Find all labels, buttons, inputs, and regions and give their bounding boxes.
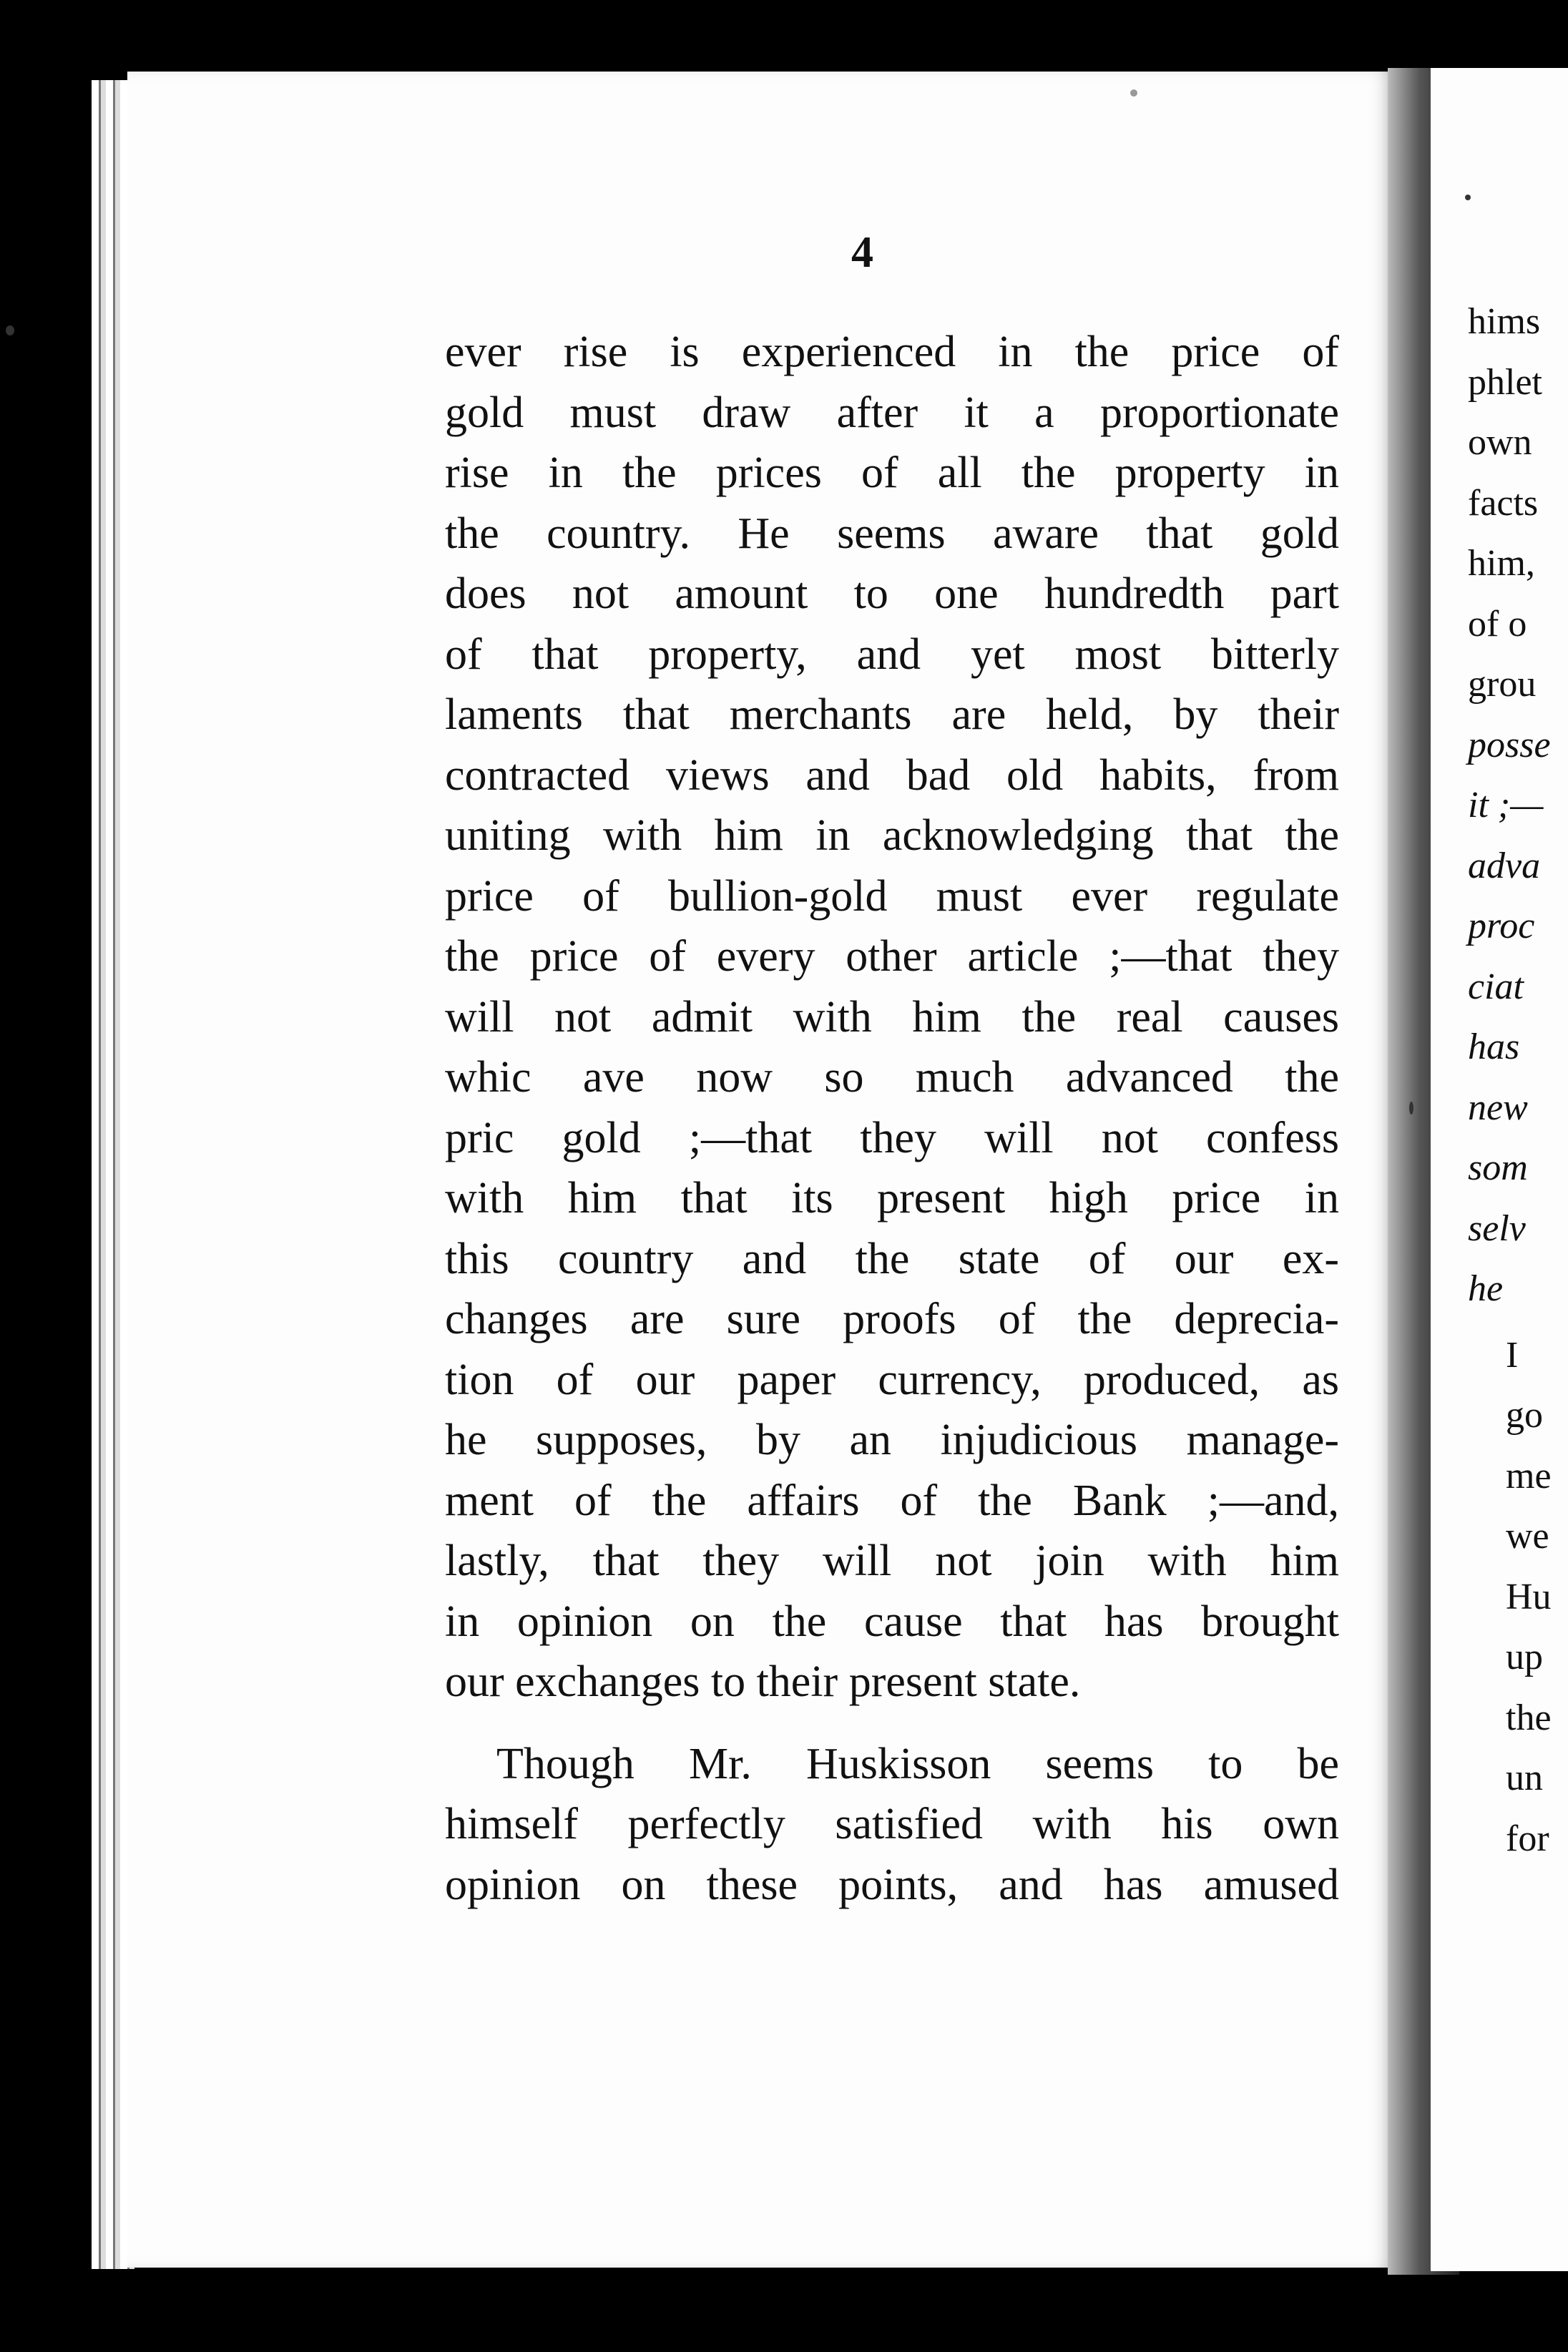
text-line: ever rise is experienced in the price of (445, 328, 1339, 376)
facing-page-line: of o (1468, 603, 1527, 645)
facing-page-line: me (1506, 1455, 1552, 1496)
text-line: gold must draw after it a proportionate (445, 388, 1339, 437)
text-line: of that property, and yet most bitterly (445, 629, 1339, 679)
text-line: lastly, that they will not join with him (445, 1537, 1339, 1585)
facing-page-line: him, (1468, 543, 1535, 584)
facing-page-line: go (1506, 1395, 1543, 1436)
main-text (445, 322, 1339, 1915)
facing-page-line: ciat (1468, 966, 1524, 1007)
text-line: himself perfectly satisfied with his own (445, 1800, 1339, 1848)
text-line: rise in the prices of all the property in (445, 449, 1339, 497)
text-line: he supposes, by an injudicious manage- (445, 1416, 1339, 1464)
paragraph-gap (445, 1712, 1339, 1734)
facing-page-line: I (1506, 1334, 1519, 1376)
scan-speck (6, 325, 14, 335)
facing-page-line: the (1506, 1697, 1552, 1738)
text-line: our exchanges to their present state. (445, 1657, 1081, 1706)
facing-page-line: som (1468, 1147, 1528, 1188)
facing-page-line: adva (1468, 845, 1541, 886)
page-number: 4 (851, 228, 873, 277)
scan-speck (1465, 195, 1471, 200)
paragraph-2 (445, 1734, 1339, 1916)
text-line: contracted views and bad old habits, from (445, 750, 1339, 800)
text-line: in opinion on the cause that has brought (445, 1597, 1339, 1646)
text-line: changes are sure proofs of the deprecia- (445, 1295, 1339, 1343)
facing-page-line: grou (1468, 664, 1537, 705)
facing-page-line: has (1468, 1026, 1520, 1067)
text-line: this country and the state of our ex- (445, 1234, 1339, 1283)
facing-page-line: selv (1468, 1207, 1526, 1249)
text-line: price of bullion-gold must ever regulate (445, 871, 1339, 921)
scan-speck (1130, 89, 1137, 97)
facing-page-line: for (1506, 1818, 1549, 1859)
facing-page-line: un (1506, 1758, 1543, 1798)
facing-page-line: up (1506, 1637, 1543, 1677)
facing-page-line: hims (1468, 301, 1541, 342)
facing-page-line: phlet (1468, 361, 1542, 403)
text-line: with him that its present high price in (445, 1174, 1339, 1222)
scan-speck (1409, 1102, 1413, 1114)
facing-page-line: new (1468, 1087, 1528, 1128)
facing-page-line: posse (1468, 724, 1551, 765)
text-line: opinion on these points, and has amused (445, 1860, 1339, 1909)
text-line: pric gold ;—that they will not confess (445, 1113, 1339, 1162)
text-line: the price of every other article ;—that they (445, 932, 1339, 981)
text-line: will not admit with him the real causes (445, 992, 1339, 1042)
paragraph-1 (445, 322, 1339, 1712)
text-line: Though Mr. Huskisson seems to be (496, 1739, 1339, 1788)
facing-page-line: own (1468, 422, 1532, 463)
facing-page-line: it ;— (1468, 785, 1544, 825)
text-line: the country. He seems aware that gold (445, 509, 1339, 558)
text-line: laments that merchants are held, by their (445, 690, 1339, 739)
text-line: uniting with him in acknowledging that the (445, 811, 1339, 860)
text-line: tion of our paper currency, produced, as (445, 1355, 1339, 1404)
facing-page-line: facts (1468, 482, 1539, 524)
facing-page-line: we (1506, 1516, 1549, 1557)
facing-page-line: proc (1468, 906, 1535, 946)
text-line: does not amount to one hundredth part (445, 569, 1339, 618)
facing-page-line: he (1468, 1268, 1504, 1309)
facing-page-line: Hu (1506, 1576, 1552, 1617)
text-line: whic ave now so much advanced the (445, 1053, 1339, 1102)
text-line: ment of the affairs of the Bank ;—and, (445, 1476, 1339, 1525)
